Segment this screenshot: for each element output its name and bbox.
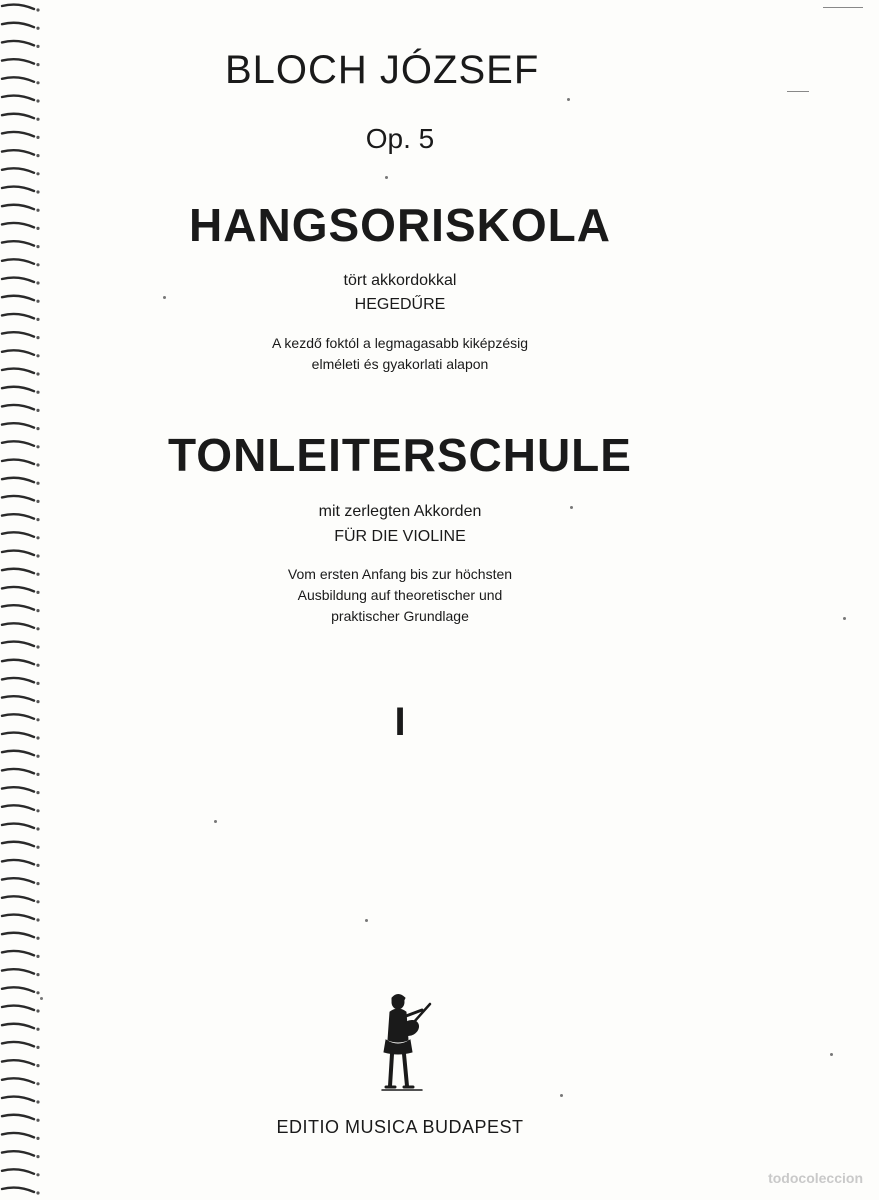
spiral-hole (36, 645, 39, 648)
spiral-hole (36, 755, 39, 758)
spiral-coil (2, 114, 34, 118)
spiral-coil (2, 241, 34, 245)
spiral-hole (36, 518, 39, 521)
composer-name: BLOCH JÓZSEF (225, 48, 540, 92)
spiral-coil (2, 569, 34, 573)
spiral-hole (36, 263, 39, 266)
spiral-coil (2, 1133, 34, 1137)
spiral-hole (36, 536, 39, 539)
spiral-coil (2, 460, 34, 464)
spiral-hole (36, 300, 39, 303)
spiral-hole (36, 136, 39, 139)
description-german-1: Vom ersten Anfang bis zur höchsten (287, 566, 513, 582)
spiral-hole (36, 591, 39, 594)
spiral-coil (2, 332, 34, 336)
spiral-coil (2, 678, 34, 682)
spiral-coil (2, 951, 34, 955)
spiral-hole (36, 1173, 39, 1176)
spiral-hole (36, 500, 39, 503)
subtitle-german-2: FÜR DIE VIOLINE (334, 528, 466, 545)
spiral-coil (2, 96, 34, 100)
volume-number: I (394, 700, 406, 744)
spiral-coil (2, 59, 34, 63)
spiral-hole (36, 918, 39, 921)
spiral-hole (36, 427, 39, 430)
spiral-coil (2, 496, 34, 500)
spiral-coil (2, 387, 34, 391)
spiral-coil (2, 842, 34, 846)
spiral-coil (2, 1060, 34, 1064)
spiral-hole (36, 1046, 39, 1049)
spiral-hole (36, 227, 39, 230)
spiral-coil (2, 878, 34, 882)
publisher-name: EDITIO MUSICA BUDAPEST (276, 1117, 524, 1137)
spiral-hole (36, 609, 39, 612)
lute-player-logo-icon (370, 990, 440, 1105)
spiral-coil (2, 514, 34, 518)
spiral-hole (36, 1119, 39, 1122)
spiral-hole (36, 45, 39, 48)
spiral-hole (36, 172, 39, 175)
spiral-hole (36, 1137, 39, 1140)
spiral-coil (2, 478, 34, 482)
spiral-hole (36, 573, 39, 576)
spiral-hole (36, 1191, 39, 1194)
spiral-hole (36, 445, 39, 448)
spiral-coil (2, 1042, 34, 1046)
spiral-hole (36, 81, 39, 84)
spiral-hole (36, 900, 39, 903)
spiral-coil (2, 369, 34, 373)
spiral-coil (2, 787, 34, 791)
spiral-hole (36, 736, 39, 739)
spiral-coil (2, 1115, 34, 1119)
spiral-hole (36, 991, 39, 994)
spiral-coil (2, 41, 34, 45)
spiral-coil (2, 296, 34, 300)
spiral-coil (2, 896, 34, 900)
spiral-coil (2, 551, 34, 555)
spiral-coil (2, 187, 34, 191)
spiral-hole (36, 1155, 39, 1158)
spiral-hole (36, 482, 39, 485)
spiral-coil (2, 132, 34, 136)
spiral-hole (36, 1028, 39, 1031)
spiral-hole (36, 1064, 39, 1067)
spiral-hole (36, 354, 39, 357)
spiral-coil (2, 423, 34, 427)
spiral-hole (36, 1082, 39, 1085)
spiral-hole (36, 336, 39, 339)
spiral-coil (2, 23, 34, 27)
spiral-hole (36, 1009, 39, 1012)
spiral-coil (2, 1097, 34, 1101)
spiral-coil (2, 623, 34, 627)
description-hungarian-2: elméleti és gyakorlati alapon (311, 356, 489, 372)
spiral-coil (2, 278, 34, 282)
spiral-coil (2, 642, 34, 646)
subtitle-hungarian-2: HEGEDŰRE (354, 296, 446, 313)
spiral-hole (36, 8, 39, 11)
spiral-coil (2, 350, 34, 354)
spiral-coil (2, 733, 34, 737)
spiral-hole (36, 864, 39, 867)
spiral-hole (36, 664, 39, 667)
spiral-coil (2, 587, 34, 591)
spiral-coil (2, 259, 34, 263)
spiral-hole (36, 846, 39, 849)
spiral-coil (2, 860, 34, 864)
spiral-hole (36, 209, 39, 212)
spiral-hole (36, 627, 39, 630)
spiral-hole (36, 773, 39, 776)
spiral-coil (2, 969, 34, 973)
spiral-hole (36, 937, 39, 940)
spiral-hole (36, 27, 39, 30)
spiral-coil (2, 405, 34, 409)
title-german: TONLEITERSCHULE (168, 429, 632, 481)
spiral-coil (2, 205, 34, 209)
spiral-coil (2, 441, 34, 445)
spiral-hole (36, 99, 39, 102)
spiral-hole (36, 154, 39, 157)
watermark: todocoleccion (768, 1170, 863, 1186)
spiral-hole (36, 118, 39, 121)
spiral-coil (2, 150, 34, 154)
spiral-coil (2, 1024, 34, 1028)
description-german-3: praktischer Grundlage (331, 608, 469, 624)
title-hungarian: HANGSORISKOLA (189, 199, 611, 251)
spiral-hole (36, 973, 39, 976)
spiral-coil (2, 1006, 34, 1010)
spiral-hole (36, 827, 39, 830)
spiral-coil (2, 987, 34, 991)
spiral-hole (36, 245, 39, 248)
spiral-coil (2, 769, 34, 773)
spiral-hole (36, 281, 39, 284)
spiral-hole (36, 318, 39, 321)
spiral-coil (2, 696, 34, 700)
spiral-hole (36, 409, 39, 412)
spiral-coil (2, 5, 34, 9)
subtitle-german-1: mit zerlegten Akkorden (318, 503, 482, 520)
spiral-hole (36, 718, 39, 721)
spiral-hole (36, 791, 39, 794)
spiral-coil (2, 805, 34, 809)
spiral-coil (2, 168, 34, 172)
description-german-2: Ausbildung auf theoretischer und (297, 587, 503, 603)
spiral-coil (2, 933, 34, 937)
spiral-hole (36, 700, 39, 703)
spiral-hole (36, 372, 39, 375)
spiral-coil (2, 660, 34, 664)
spiral-coil (2, 1151, 34, 1155)
spiral-hole (36, 809, 39, 812)
spiral-coil (2, 1078, 34, 1082)
spiral-hole (36, 682, 39, 685)
spiral-coil (2, 532, 34, 536)
description-hungarian-1: A kezdő foktól a legmagasabb kiképzésig (271, 335, 529, 351)
spiral-hole (36, 391, 39, 394)
spiral-coil (2, 1169, 34, 1173)
spiral-coil (2, 223, 34, 227)
spiral-hole (36, 63, 39, 66)
spiral-hole (36, 554, 39, 557)
spiral-coil (2, 824, 34, 828)
spiral-hole (36, 190, 39, 193)
spiral-binding-icon (0, 0, 46, 1200)
spiral-coil (2, 714, 34, 718)
spiral-coil (2, 751, 34, 755)
spiral-coil (2, 915, 34, 919)
spiral-coil (2, 314, 34, 318)
spiral-coil (2, 605, 34, 609)
subtitle-hungarian-1: tört akkordokkal (343, 272, 457, 289)
opus-number: Op. 5 (365, 123, 435, 154)
spiral-hole (36, 1100, 39, 1103)
spiral-coil (2, 1188, 34, 1192)
spiral-hole (36, 882, 39, 885)
spiral-hole (36, 955, 39, 958)
spiral-hole (36, 463, 39, 466)
spiral-coil (2, 77, 34, 81)
